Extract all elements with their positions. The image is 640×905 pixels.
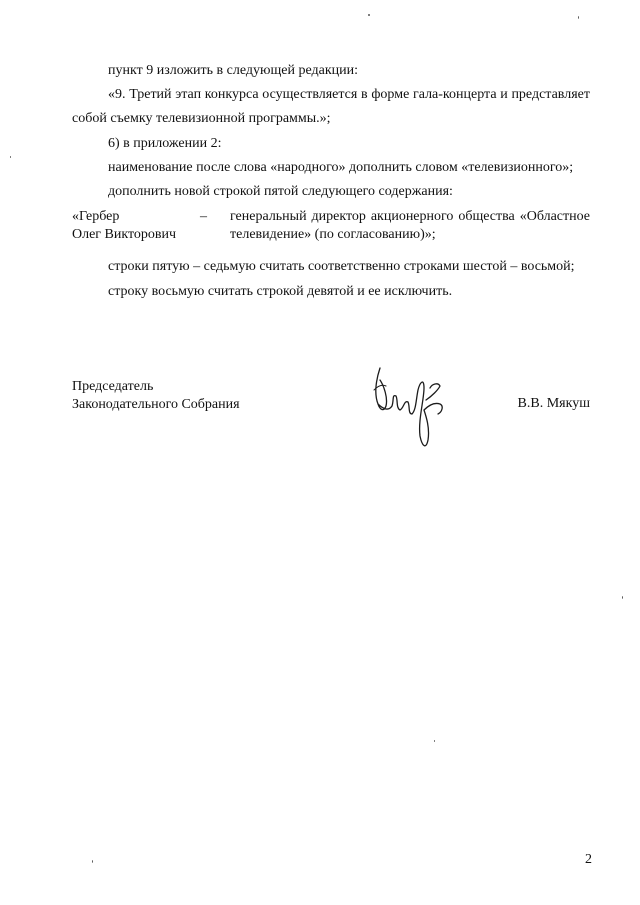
entry-position-line-2: телевидение» (по согласованию)»; — [230, 227, 436, 242]
entry-dash: – — [200, 209, 207, 224]
paragraph-quote-line-2: собой съемку телевизионной программы.»; — [72, 111, 331, 126]
paragraph-exclude-row: строку восьмую считать строкой девятой и ее исключить. — [108, 284, 453, 299]
paragraph-appendix-2: 6) в приложении 2: — [108, 136, 222, 151]
entry-surname: «Гербер — [72, 209, 120, 224]
paragraph-add-row: дополнить новой строкой пятой следующего содержания: — [108, 184, 453, 199]
scan-speck — [368, 14, 370, 16]
signatory-name: В.В. Мякуш — [517, 396, 590, 411]
paragraph-quote-line-1: «9. Третий этап конкурса осуществляется в форме гала-концерта и представляет — [108, 87, 590, 102]
scan-speck — [434, 740, 435, 742]
paragraph-name-change: наименование после слова «народного» дополнить словом «телевизионного»; — [108, 160, 574, 175]
handwritten-signature — [366, 360, 456, 455]
signatory-title — [72, 378, 240, 414]
signatory-title-line-2: Законодательного Собрания — [72, 397, 240, 412]
entry-position-line-1: генеральный директор акционерного общества «Областное — [230, 209, 590, 224]
paragraph-renumber-rows: строки пятую – седьмую считать соответственно строками шестой – восьмой; — [108, 259, 575, 274]
scan-speck — [10, 156, 11, 158]
entry-position — [230, 208, 590, 244]
scan-speck — [578, 16, 579, 19]
entry-person-name — [72, 208, 176, 244]
page-number: 2 — [585, 852, 592, 867]
scan-speck — [622, 596, 623, 599]
paragraph-amend-point-9: пункт 9 изложить в следующей редакции: — [108, 63, 358, 78]
entry-given-names: Олег Викторович — [72, 227, 177, 242]
scan-speck — [92, 860, 93, 863]
signatory-title-line-1: Председатель — [72, 379, 154, 394]
